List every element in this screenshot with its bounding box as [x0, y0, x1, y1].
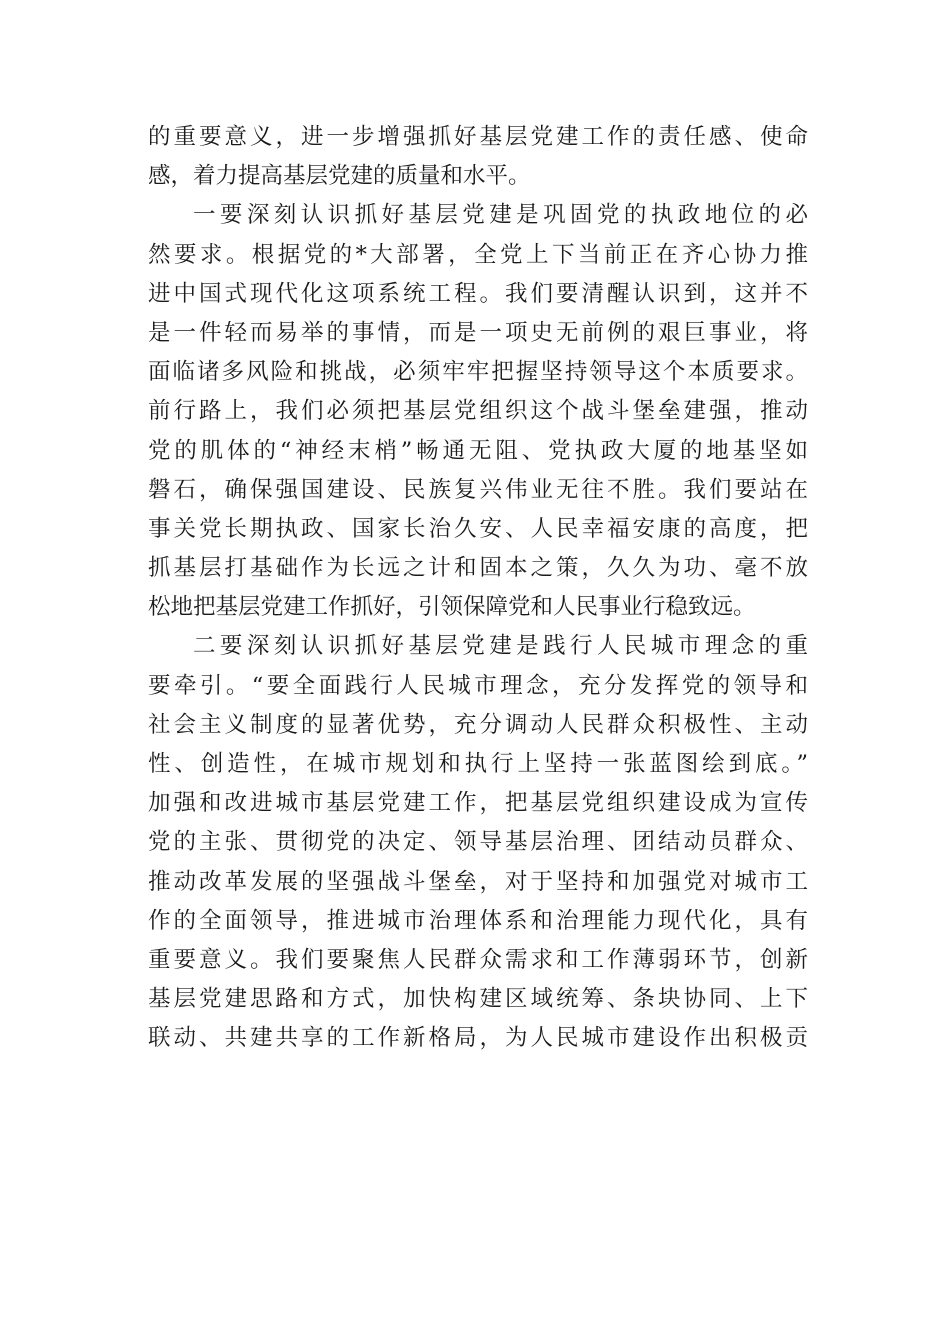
- text-line: 磐石，确保强国建设、民族复兴伟业无往不胜。我们要站在: [148, 476, 808, 503]
- text-line: 松地把基层党建工作抓好，引领保障党和人民事业行稳致远。: [148, 594, 756, 621]
- text-line: 抓基层打基础作为长远之计和固本之策，久久为功、毫不放: [148, 555, 808, 582]
- paragraph: [148, 196, 808, 627]
- text-line: 重要意义。我们要聚焦人民群众需求和工作薄弱环节，创新: [148, 946, 808, 973]
- text-line: 作的全面领导，推进城市治理体系和治理能力现代化，具有: [148, 907, 808, 934]
- text-line: 的重要意义，进一步增强抓好基层党建工作的责任感、使命: [148, 124, 808, 150]
- text-line: 性、创造性，在城市规划和执行上坚持一张蓝图绘到底。”: [148, 751, 808, 777]
- text-line: 一要深刻认识抓好基层党建是巩固党的执政地位的必: [193, 202, 808, 229]
- text-line: 二要深刻认识抓好基层党建是践行人民城市理念的重: [193, 633, 808, 660]
- text-line: 党的肌体的“神经末梢”畅通无阻、党执政大厦的地基坚如: [148, 437, 808, 464]
- text-line: 要牵引。“要全面践行人民城市理念，充分发挥党的领导和: [148, 672, 808, 699]
- text-line: 事关党长期执政、国家长治久安、人民幸福安康的高度，把: [148, 515, 808, 542]
- paragraph: [148, 118, 808, 196]
- text-line: 基层党建思路和方式，加快构建区域统筹、条块协同、上下: [148, 986, 808, 1013]
- text-line: 加强和改进城市基层党建工作，把基层党组织建设成为宣传: [148, 790, 808, 817]
- text-line: 面临诸多风险和挑战，必须牢牢把握坚持领导这个本质要求。: [148, 359, 808, 386]
- text-line: 前行路上，我们必须把基层党组织这个战斗堡垒建强，推动: [148, 398, 808, 425]
- text-line: 进中国式现代化这项系统工程。我们要清醒认识到，这并不: [148, 280, 808, 307]
- document-body: [148, 118, 808, 1059]
- text-line: 推动改革发展的坚强战斗堡垒，对于坚持和加强党对城市工: [148, 868, 808, 895]
- text-line: 党的主张、贯彻党的决定、领导基层治理、团结动员群众、: [148, 829, 808, 856]
- text-line: 然要求。根据党的*大部署，全党上下当前正在齐心协力推: [148, 241, 808, 268]
- text-line: 感，着力提高基层党建的质量和水平。: [148, 163, 531, 190]
- text-line: 联动、共建共享的工作新格局，为人民城市建设作出积极贡: [148, 1025, 808, 1052]
- text-line: 社会主义制度的显著优势，充分调动人民群众积极性、主动: [148, 711, 808, 738]
- paragraph: [148, 627, 808, 1058]
- text-line: 是一件轻而易举的事情，而是一项史无前例的艰巨事业，将: [148, 319, 808, 346]
